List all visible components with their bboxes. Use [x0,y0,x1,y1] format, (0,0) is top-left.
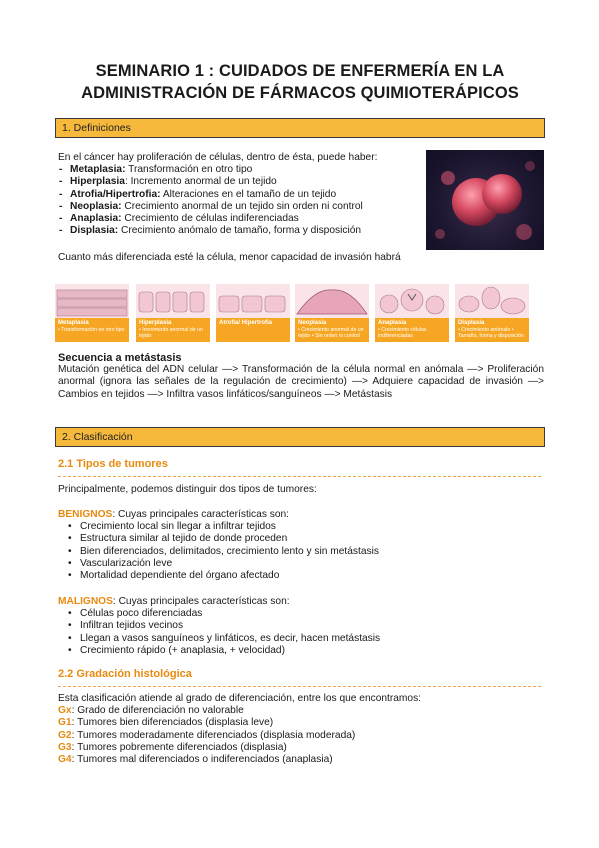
grade-item: G4: Tumores mal diferenciados o indiferenciados (anaplasia) [58,754,333,766]
grade-item: G2: Tumores moderadamente diferenciados (displasia moderada) [58,729,356,741]
list-item: • Infiltran tejidos vecinos [58,620,380,632]
displasia-illustration [455,284,529,318]
definition-item: - Metaplasia: Transformación en otro tipo [58,164,363,176]
strip-title: Hiperplasia [139,320,172,326]
subsection-tipos: 2.1 Tipos de tumores [58,458,168,470]
malign-list [58,608,380,657]
subsection-gradacion: 2.2 Gradación histológica [58,668,192,680]
section-1-header: 1. Definiciones [55,118,545,138]
neoplasia-illustration [295,284,369,318]
definitions-list [58,164,363,238]
list-item: • Crecimiento rápido (+ anaplasia, + velocidad) [58,645,380,657]
dashed-divider [58,476,541,477]
grade-item: G3: Tumores pobremente diferenciados (displasia) [58,741,287,753]
list-item: • Vascularización leve [58,558,379,570]
malign-label: MALIGNOS [58,596,113,607]
grade-item: Gx: Grado de diferenciación no valorable [58,705,244,716]
title-line-2: ADMINISTRACIÓN DE FÁRMACOS QUIMIOTERÁPICOS [81,84,519,102]
strip-title: Metaplasia [58,320,89,326]
grade-item: G1: Tumores bien diferenciados (displasia leve) [58,717,274,729]
strip-desc: • Transformación en otro tipo [58,326,125,333]
sequence-title: Secuencia a metástasis [58,352,182,364]
malign-heading [58,596,290,608]
strip-desc: • Incremento anormal de un tejido [139,326,203,339]
strip-desc: • Crecimiento células indiferenciadas [378,326,427,339]
definition-item: - Displasia: Crecimiento anómalo de tamaño, forma y disposición [58,225,363,237]
strip-title: Displasia [458,320,485,326]
definition-item: - Hiperplasia: Incremento anormal de un tejido [58,176,363,188]
section-2-header: 2. Clasificación [55,427,545,447]
definitions-intro: En el cáncer hay proliferación de células, dentro de ésta, puede haber: [58,152,378,163]
benign-label: BENIGNOS [58,509,113,520]
strip-atrofia [216,284,290,342]
benign-list [58,521,379,582]
cancer-cell-image [426,150,544,250]
definition-item: - Neoplasia: Crecimiento anormal de un tejido sin orden ni control [58,201,363,213]
list-item: • Estructura similar al tejido de donde proceden [58,533,379,545]
benign-intro: : Cuyas principales características son: [112,509,289,520]
strip-title: Neoplasia [298,320,327,326]
list-item: • Bien diferenciados, delimitados, crecimiento lento y sin metástasis [58,546,379,558]
title-line-1: SEMINARIO 1 : CUIDADOS DE ENFERMERÍA EN LA [95,62,505,80]
strip-desc: • Crecimiento anómalo • Tamaño, forma y disposición [458,326,524,339]
anaplasia-illustration [375,284,449,318]
list-item: • Crecimiento local sin llegar a infiltrar tejidos [58,521,379,533]
strip-displasia [455,284,529,342]
list-item: • Llegan a vasos sanguíneos y linfáticos, es decir, hacen metástasis [58,633,380,645]
definition-item: - Atrofia/Hipertrofia: Alteraciones en el tamaño de un tejido [58,189,363,201]
metaplasia-illustration [55,284,129,318]
dashed-divider [58,686,541,687]
gradacion-intro: Esta clasificación atiende al grado de diferenciación, entre los que encontramos: [58,693,422,704]
hiperplasia-illustration [136,284,210,318]
definition-item: - Anaplasia: Crecimiento de células indiferenciadas [58,213,363,225]
sequence-text: Mutación genética del ADN celular —> Transformación de la célula normal en anómala —> Proliferación anormal (ignora las señales de la regulación de crecimiento) —> Adquiere capacidad de invasión —> Cambios en tejidos —> Infiltra vasos linfáticos/sanguíneos —> Metástasis [58,364,544,400]
strip-title: Atrofia/ Hipertrofia [219,320,273,326]
strip-anaplasia [375,284,449,342]
strip-hiperplasia [136,284,210,342]
differentiation-note: Cuanto más diferenciada esté la célula, menor capacidad de invasión habrá [58,252,401,263]
strip-desc: • Crecimiento anormal de un tejido • Sin orden ni control [298,326,364,339]
strip-title: Anaplasia [378,320,407,326]
benign-heading [58,509,289,521]
strip-metaplasia [55,284,129,342]
malign-intro: : Cuyas principales características son: [112,596,290,607]
atrofia-illustration [216,284,290,318]
strip-neoplasia [295,284,369,342]
tipos-intro: Principalmente, podemos distinguir dos tipos de tumores: [58,484,317,495]
grades-list [58,705,355,766]
page-title [40,60,560,104]
list-item: • Células poco diferenciadas [58,608,380,620]
list-item: • Mortalidad dependiente del órgano afectado [58,570,379,582]
